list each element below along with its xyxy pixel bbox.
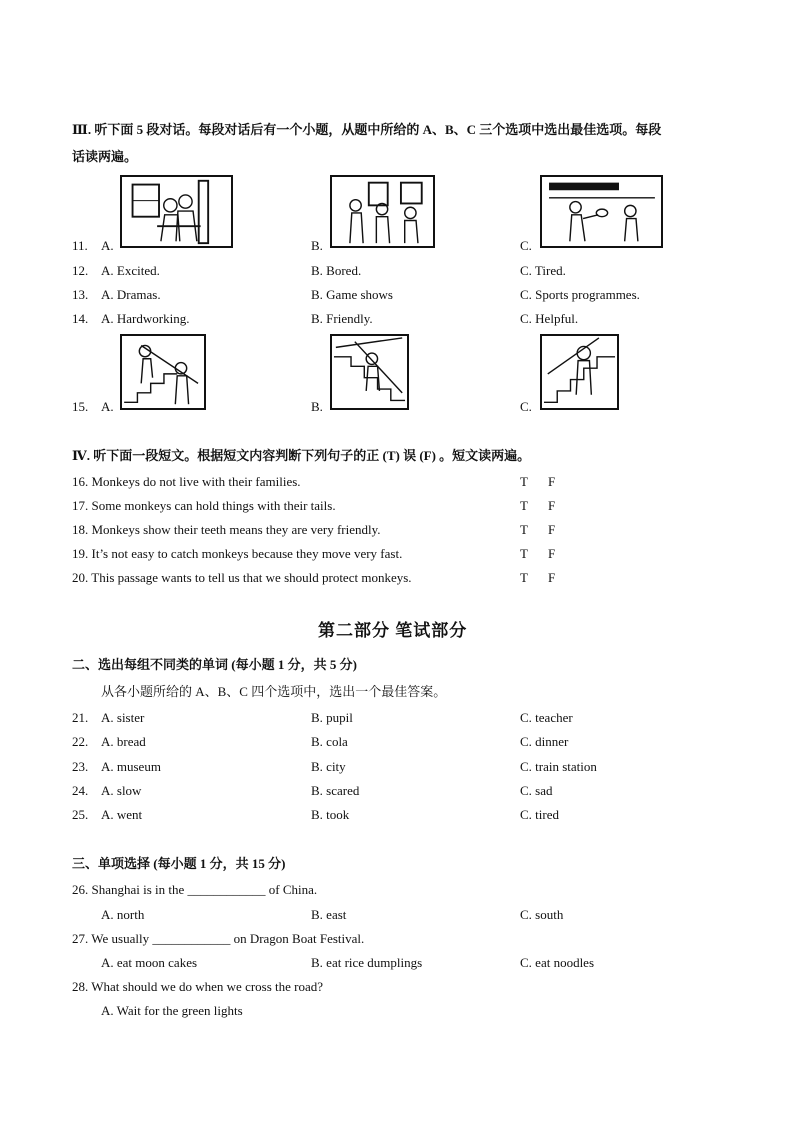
q25-option-a[interactable]: A. went bbox=[101, 807, 143, 822]
tf-item-19: 19. It’s not easy to catch monkeys because they move very fast. bbox=[72, 546, 403, 561]
q12-number: 12. bbox=[72, 263, 89, 278]
tf-item-18-true[interactable]: T bbox=[520, 522, 528, 537]
q11-option-a[interactable]: A. bbox=[101, 238, 114, 253]
q27-option-a[interactable]: A. eat moon cakes bbox=[101, 955, 198, 970]
q22-number: 22. bbox=[72, 734, 89, 749]
q11-number: 11. bbox=[72, 238, 88, 253]
q15-option-c[interactable]: C. bbox=[520, 399, 532, 414]
tf-item-17: 17. Some monkeys can hold things with their tails. bbox=[72, 498, 336, 513]
tf-item-17-false[interactable]: F bbox=[548, 498, 556, 513]
tf-item-19-false[interactable]: F bbox=[548, 546, 556, 561]
picture-c-climbing-stairs bbox=[542, 336, 617, 408]
q11-picture-c bbox=[540, 175, 663, 248]
q23-option-b[interactable]: B. city bbox=[311, 759, 346, 774]
section-3-title: Ⅲ. 听下面 5 段对话。每段对话后有一个小题，从题中所给的 A、B、C 三个选项中选出最佳选项。每段 bbox=[72, 122, 662, 137]
q12-option-a[interactable]: A. Excited. bbox=[101, 263, 160, 278]
q11-option-c[interactable]: C. bbox=[520, 238, 532, 253]
q24-option-c[interactable]: C. sad bbox=[520, 783, 553, 798]
q26-option-b[interactable]: B. east bbox=[311, 907, 347, 922]
q25-option-c[interactable]: C. tired bbox=[520, 807, 559, 822]
q13-option-b[interactable]: B. Game shows bbox=[311, 287, 393, 302]
q12-option-b[interactable]: B. Bored. bbox=[311, 263, 362, 278]
q22-option-b[interactable]: B. cola bbox=[311, 734, 348, 749]
tf-item-17-true[interactable]: T bbox=[520, 498, 528, 513]
tf-item-16: 16. Monkeys do not live with their families. bbox=[72, 474, 301, 489]
tf-item-18-false[interactable]: F bbox=[548, 522, 556, 537]
q26-option-a[interactable]: A. north bbox=[101, 907, 145, 922]
tf-item-20-false[interactable]: F bbox=[548, 570, 556, 585]
q15-picture-a bbox=[120, 334, 206, 410]
q25-option-b[interactable]: B. took bbox=[311, 807, 350, 822]
picture-c-playing-badminton bbox=[542, 177, 661, 246]
q21-option-c[interactable]: C. teacher bbox=[520, 710, 573, 725]
q14-option-a[interactable]: A. Hardworking. bbox=[101, 311, 190, 326]
q28-option-a[interactable]: A. Wait for the green lights bbox=[101, 1003, 243, 1018]
q22-option-a[interactable]: A. bread bbox=[101, 734, 146, 749]
picture-a-stairs-two-people bbox=[122, 336, 204, 408]
q14-option-c[interactable]: C. Helpful. bbox=[520, 311, 579, 326]
q26-stem: 26. Shanghai is in the ____________ of China. bbox=[72, 882, 318, 897]
tf-item-20-true[interactable]: T bbox=[520, 570, 528, 585]
q24-number: 24. bbox=[72, 783, 89, 798]
q24-option-b[interactable]: B. scared bbox=[311, 783, 360, 798]
section-4-title: Ⅳ. 听下面一段短文。根据短文内容判断下列句子的正 (T) 误 (F) 。短文读两遍。 bbox=[72, 448, 531, 463]
tf-item-18: 18. Monkeys show their teeth means they are very friendly. bbox=[72, 522, 381, 537]
picture-b-stairs-one-person bbox=[332, 336, 407, 408]
q11-picture-a bbox=[120, 175, 233, 248]
q15-picture-c bbox=[540, 334, 619, 410]
q25-number: 25. bbox=[72, 807, 89, 822]
q15-option-a[interactable]: A. bbox=[101, 399, 114, 414]
q14-number: 14. bbox=[72, 311, 89, 326]
q13-option-a[interactable]: A. Dramas. bbox=[101, 287, 161, 302]
q23-option-c[interactable]: C. train station bbox=[520, 759, 597, 774]
tf-item-20: 20. This passage wants to tell us that we should protect monkeys. bbox=[72, 570, 412, 585]
q12-option-c[interactable]: C. Tired. bbox=[520, 263, 566, 278]
picture-b-people-standing bbox=[332, 177, 433, 246]
q24-option-a[interactable]: A. slow bbox=[101, 783, 142, 798]
q13-number: 13. bbox=[72, 287, 89, 302]
q26-option-c[interactable]: C. south bbox=[520, 907, 564, 922]
q23-option-a[interactable]: A. museum bbox=[101, 759, 161, 774]
q15-picture-b bbox=[330, 334, 409, 410]
q21-option-a[interactable]: A. sister bbox=[101, 710, 145, 725]
tf-item-16-true[interactable]: T bbox=[520, 474, 528, 489]
q13-option-c[interactable]: C. Sports programmes. bbox=[520, 287, 640, 302]
q15-option-b[interactable]: B. bbox=[311, 399, 323, 414]
q11-option-b[interactable]: B. bbox=[311, 238, 323, 253]
section-er-title: 二、选出每组不同类的单词 (每小题 1 分，共 5 分) bbox=[72, 657, 357, 672]
q15-number: 15. bbox=[72, 399, 89, 414]
q21-number: 21. bbox=[72, 710, 89, 725]
section-san-title: 三、单项选择 (每小题 1 分，共 15 分) bbox=[72, 856, 286, 871]
tf-item-16-false[interactable]: F bbox=[548, 474, 556, 489]
part-2-title: 第二部分 笔试部分 bbox=[318, 621, 468, 640]
q21-option-b[interactable]: B. pupil bbox=[311, 710, 353, 725]
q14-option-b[interactable]: B. Friendly. bbox=[311, 311, 373, 326]
q27-stem: 27. We usually ____________ on Dragon Boat Festival. bbox=[72, 931, 365, 946]
section-3-title-cont: 话读两遍。 bbox=[72, 149, 138, 164]
section-er-instruction: 从各小题所给的 A、B、C 四个选项中，选出一个最佳答案。 bbox=[101, 684, 447, 699]
picture-a-people-sitting bbox=[122, 177, 231, 246]
q28-stem: 28. What should we do when we cross the road? bbox=[72, 979, 324, 994]
q23-number: 23. bbox=[72, 759, 89, 774]
q27-option-c[interactable]: C. eat noodles bbox=[520, 955, 595, 970]
q11-picture-b bbox=[330, 175, 435, 248]
tf-item-19-true[interactable]: T bbox=[520, 546, 528, 561]
q27-option-b[interactable]: B. eat rice dumplings bbox=[311, 955, 423, 970]
q22-option-c[interactable]: C. dinner bbox=[520, 734, 569, 749]
